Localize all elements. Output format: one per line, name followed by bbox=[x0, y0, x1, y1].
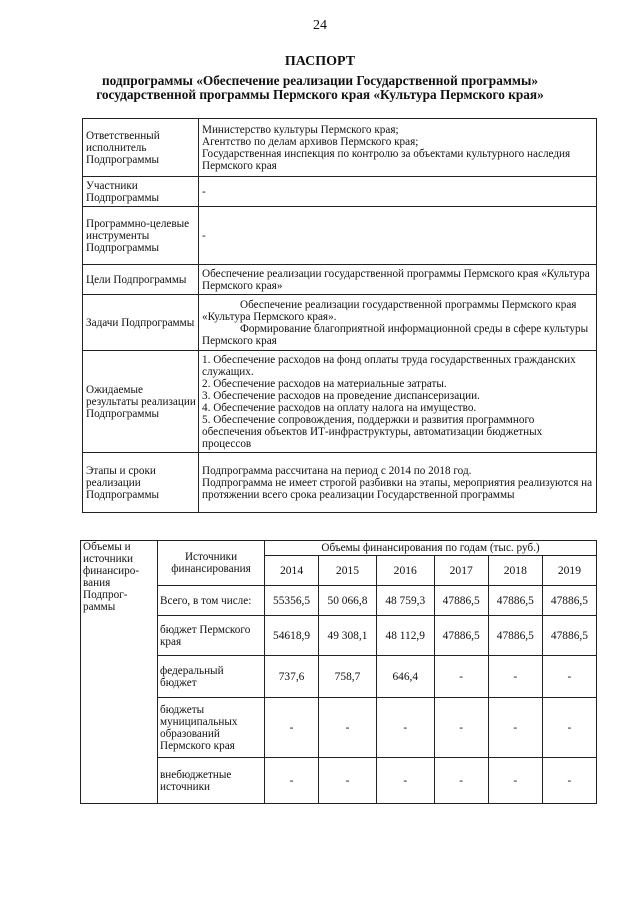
value-cell: 646,4 bbox=[376, 656, 434, 698]
value-cell: 47886,5 bbox=[488, 586, 542, 616]
value-cell: 47886,5 bbox=[542, 586, 596, 616]
goals-value: Обеспечение реализации государственной программы Пермского края «Культура Пермского края» bbox=[199, 265, 597, 295]
value-cell: - bbox=[434, 698, 488, 758]
value-cell: - bbox=[542, 698, 596, 758]
funding-row-label: Объемы и источники финансиро-вания Подпрог-раммы bbox=[81, 541, 158, 804]
results-label: Ожидаемые результаты реализации Подпрограммы bbox=[83, 351, 199, 453]
stages-line: Подпрограмма не имеет строгой разбивки на этапы, мероприятия реализуются на протяжении всего срока реализации Государственной программы bbox=[202, 476, 593, 501]
year-cell: 2014 bbox=[265, 556, 319, 586]
value-cell: 47886,5 bbox=[434, 586, 488, 616]
value-cell: 47886,5 bbox=[542, 616, 596, 656]
value-cell: - bbox=[319, 698, 377, 758]
stages-value bbox=[199, 453, 597, 513]
value-cell: 48 759,3 bbox=[376, 586, 434, 616]
participants-value: - bbox=[199, 177, 597, 207]
value-cell: 54618,9 bbox=[265, 616, 319, 656]
funding-row-municipal bbox=[81, 698, 597, 758]
passport-row-responsible bbox=[83, 119, 597, 177]
instruments-label: Программно-целевые инструменты Подпрограммы bbox=[83, 207, 199, 265]
value-cell: 737,6 bbox=[265, 656, 319, 698]
results-value bbox=[199, 351, 597, 453]
passport-row-participants bbox=[83, 177, 597, 207]
value-cell: - bbox=[376, 698, 434, 758]
page-subtitle bbox=[40, 74, 600, 102]
page-title: ПАСПОРТ bbox=[284, 54, 356, 69]
value-cell: - bbox=[542, 758, 596, 804]
tasks-line: Обеспечение реализации государственной программы Пермского края «Культура Пермского края». bbox=[202, 298, 577, 323]
volumes-header: Объемы финансирования по годам (тыс. руб.) bbox=[265, 541, 597, 556]
stages-line: Подпрограмма рассчитана на период с 2014 по 2018 год. bbox=[202, 464, 472, 477]
subtitle-line-2: государственной программы Пермского края «Культура Пермского края» bbox=[96, 87, 544, 102]
results-line: 2. Обеспечение расходов на материальные затраты. bbox=[202, 377, 447, 390]
results-line: 4. Обеспечение расходов на оплату налога на имущество. bbox=[202, 401, 477, 414]
value-cell: - bbox=[265, 698, 319, 758]
source-label: федеральный бюджет bbox=[158, 656, 265, 698]
value-cell: - bbox=[265, 758, 319, 804]
subtitle-line-1: подпрограммы «Обеспечение реализации Государственной программы» bbox=[101, 73, 538, 88]
funding-row-regional bbox=[81, 616, 597, 656]
value-cell: 47886,5 bbox=[488, 616, 542, 656]
year-cell: 2019 bbox=[542, 556, 596, 586]
value-cell: - bbox=[488, 698, 542, 758]
funding-row-total bbox=[81, 586, 597, 616]
source-label: бюджеты муниципальных образований Пермского края bbox=[158, 698, 265, 758]
results-line: 5. Обеспечение сопровождения, поддержки и развития программного обеспечения объектов ИТ-инфраструктуры, автоматизации бюджетных процессов bbox=[202, 413, 543, 450]
passport-row-tasks bbox=[83, 295, 597, 351]
sources-header: Источники финансирования bbox=[158, 541, 265, 586]
goals-label: Цели Подпрограммы bbox=[83, 265, 199, 295]
value-cell: - bbox=[434, 758, 488, 804]
value-cell: - bbox=[376, 758, 434, 804]
funding-table bbox=[80, 540, 597, 804]
passport-row-instruments bbox=[83, 207, 597, 265]
funding-row-federal bbox=[81, 656, 597, 698]
value-cell: 758,7 bbox=[319, 656, 377, 698]
responsible-label: Ответственный исполнитель Подпрограммы bbox=[83, 119, 199, 177]
year-cell: 2015 bbox=[319, 556, 377, 586]
year-cell: 2018 bbox=[488, 556, 542, 586]
passport-table bbox=[82, 118, 597, 513]
source-label: Всего, в том числе: bbox=[158, 586, 265, 616]
tasks-line: Формирование благоприятной информационной среды в сфере культуры Пермского края bbox=[202, 322, 589, 347]
funding-header-row bbox=[81, 541, 597, 556]
passport-row-goals bbox=[83, 265, 597, 295]
value-cell: 55356,5 bbox=[265, 586, 319, 616]
value-cell: - bbox=[434, 656, 488, 698]
value-cell: 47886,5 bbox=[434, 616, 488, 656]
stages-label: Этапы и сроки реализации Подпрограммы bbox=[83, 453, 199, 513]
source-label: бюджет Пермского края bbox=[158, 616, 265, 656]
value-cell: - bbox=[319, 758, 377, 804]
value-cell: - bbox=[488, 758, 542, 804]
value-cell: - bbox=[488, 656, 542, 698]
page-number: 24 bbox=[313, 18, 327, 33]
passport-row-stages bbox=[83, 453, 597, 513]
instruments-value: - bbox=[199, 207, 597, 265]
results-line: 1. Обеспечение расходов на фонд оплаты труда государственных гражданских служащих. bbox=[202, 353, 576, 378]
source-label: внебюджетные источники bbox=[158, 758, 265, 804]
value-cell: 49 308,1 bbox=[319, 616, 377, 656]
value-cell: - bbox=[542, 656, 596, 698]
responsible-line: Министерство культуры Пермского края; bbox=[202, 123, 399, 136]
results-line: 3. Обеспечение расходов на проведение диспансеризации. bbox=[202, 389, 480, 402]
responsible-line: Агентство по делам архивов Пермского края; bbox=[202, 135, 419, 148]
participants-label: Участники Подпрограммы bbox=[83, 177, 199, 207]
year-cell: 2017 bbox=[434, 556, 488, 586]
tasks-label: Задачи Подпрограммы bbox=[83, 295, 199, 351]
year-cell: 2016 bbox=[376, 556, 434, 586]
responsible-line: Государственная инспекция по контролю за объектами культурного наследия Пермского края bbox=[202, 147, 571, 172]
responsible-value bbox=[199, 119, 597, 177]
funding-row-extrabudgetary bbox=[81, 758, 597, 804]
value-cell: 50 066,8 bbox=[319, 586, 377, 616]
value-cell: 48 112,9 bbox=[376, 616, 434, 656]
tasks-value bbox=[199, 295, 597, 351]
passport-row-results bbox=[83, 351, 597, 453]
